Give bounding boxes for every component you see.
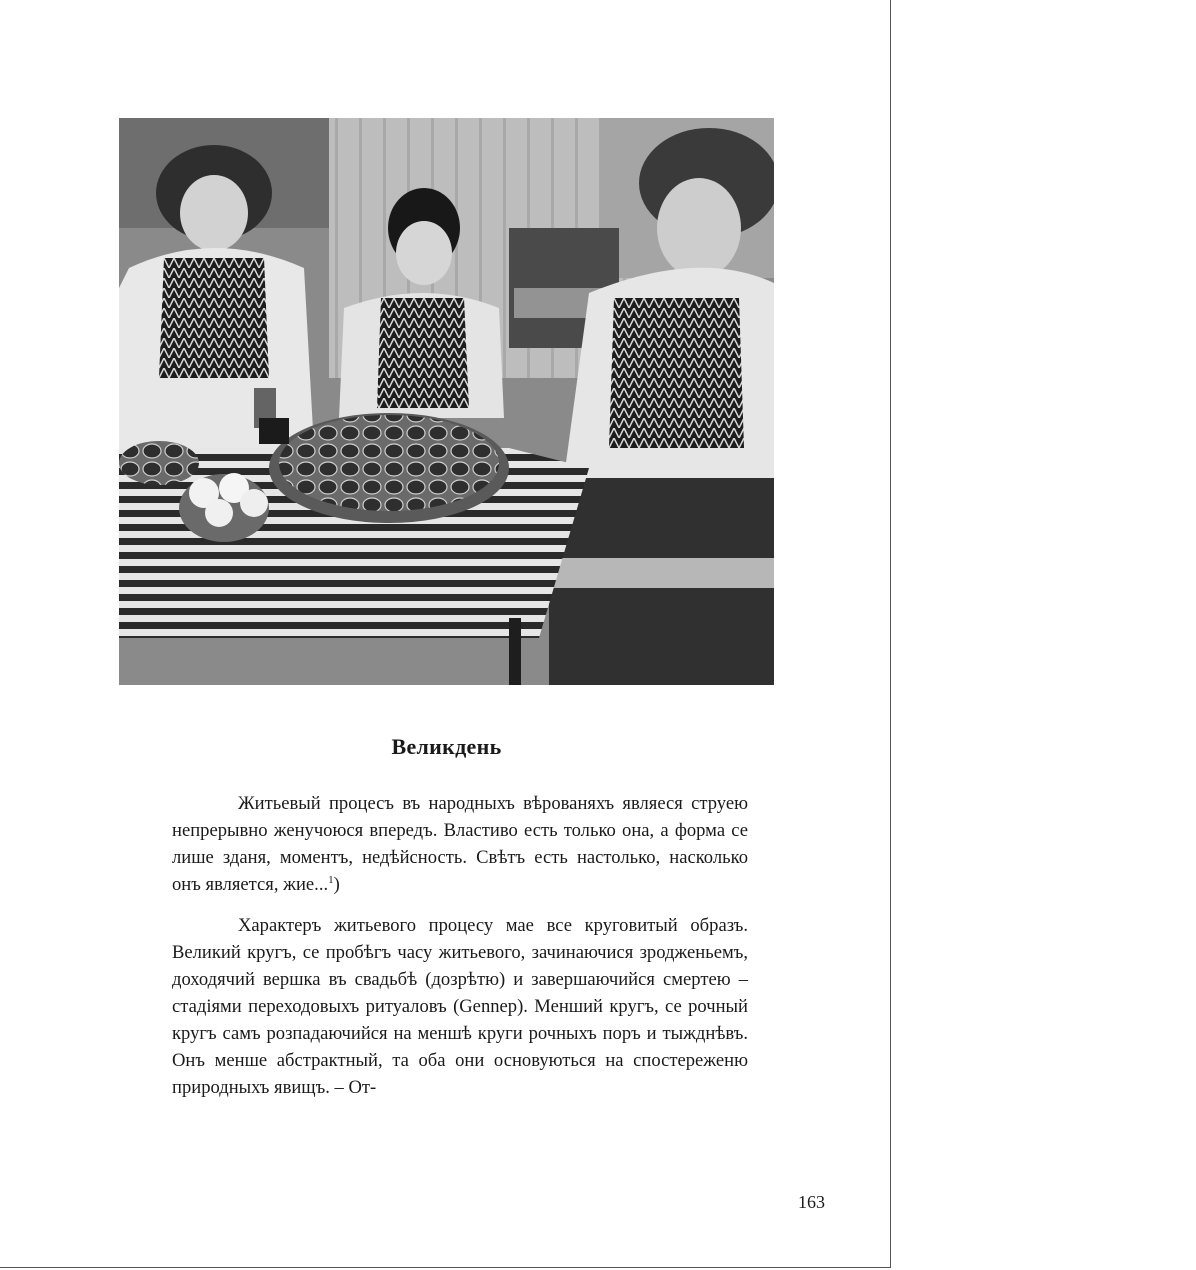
photograph-image (119, 118, 774, 685)
body-text (172, 790, 748, 1101)
paragraph-2-text: Характеръ житьевого процесу мае все круговитый образъ. Великий кругъ, се пробѣгъ часу житьевого, зачинаючися зродженьемъ, доходячий вершка въ свадьбѣ (дозрѣтю) и завершаючийся смертею – стадiями переходовыхъ ритуаловъ (Gennep). Менший кругъ, се рочный кругъ самъ розпадаючийся на меншѣ круги рочныхъ поръ и тыжднѣвъ. Онъ менше абстрактный, та оба они основуються на спостереженю природныхъ явищъ. – От- (172, 915, 748, 1098)
page-number: 163 (798, 1192, 825, 1212)
paragraph-2 (172, 912, 748, 1101)
paragraph-1-tail: ) (333, 874, 340, 895)
section-heading: Великдень (391, 734, 502, 759)
paragraph-1 (172, 790, 748, 898)
paragraph-1-text: Житьевый процесъ въ народныхъ вѣрованяхъ являеся струею непрерывно женучоюся впередъ. Властиво есть только она, а форма се лише зданя, моментъ, недѣйсность. Свѣтъ есть настолько, насколько онъ является, жие... (172, 793, 748, 895)
photograph-easter-egg-painting (119, 118, 774, 685)
footnote-marker: 1 (328, 873, 334, 886)
